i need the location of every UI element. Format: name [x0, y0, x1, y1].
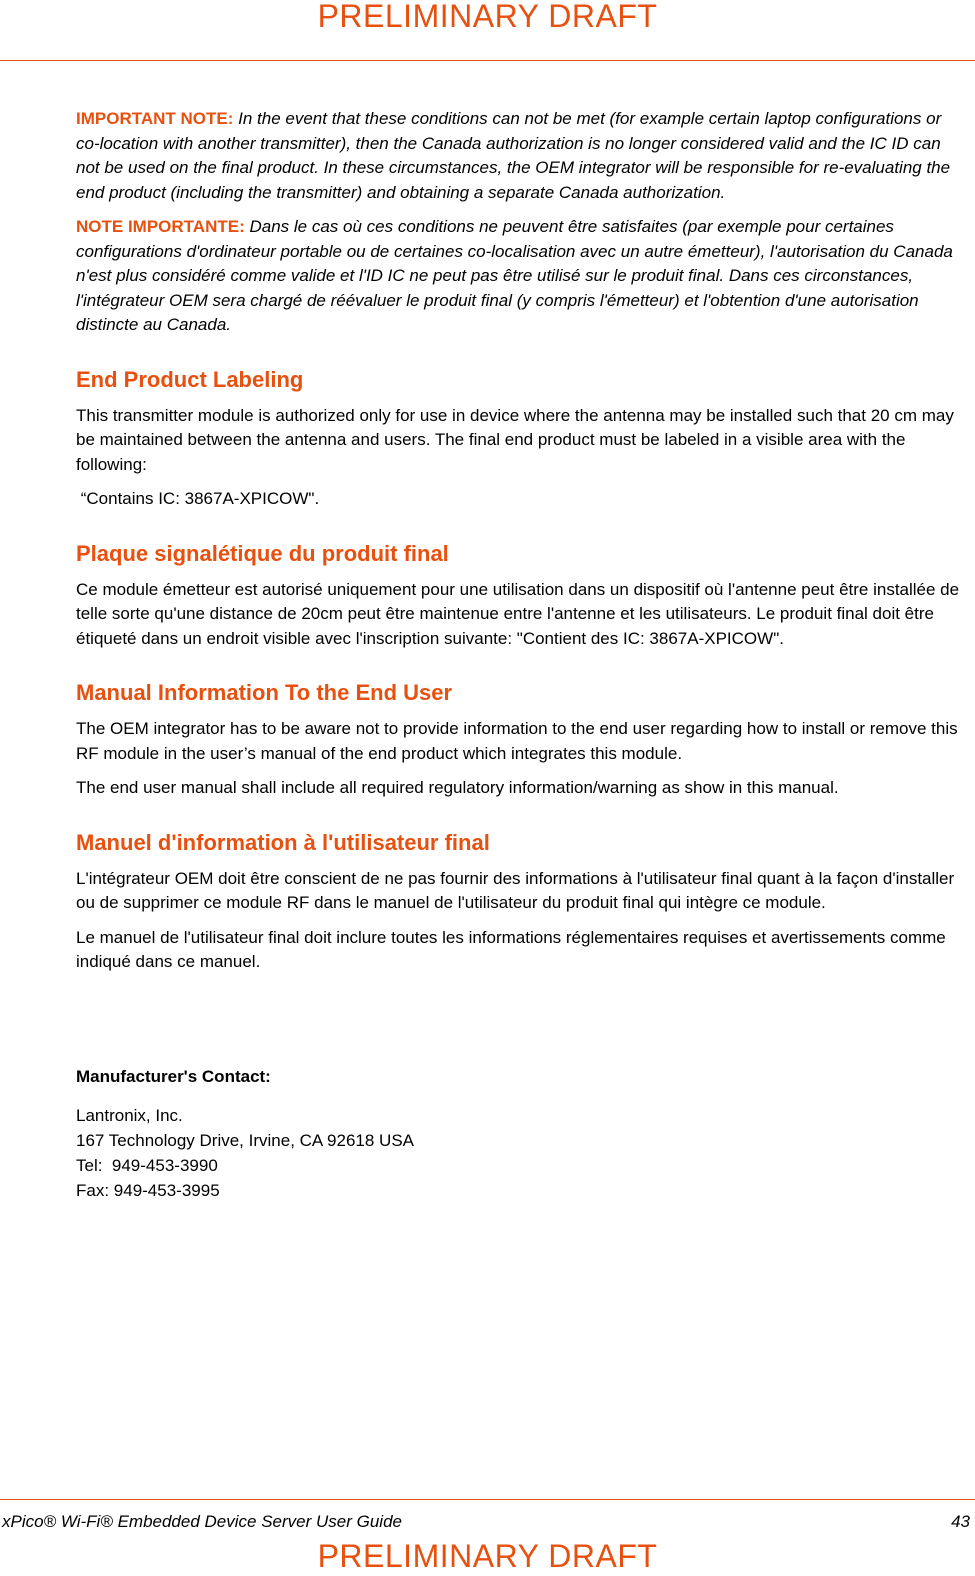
important-note-fr-body: Dans le cas où ces conditions ne peuvent être satisfaites (par exemple pour certaines configurations d'ordinateur portable ou de certaines co-localisation avec un autre émetteur), l'autorisation du Canada n'est plus considéré comme valide et l'ID IC ne peut pas être utilisé sur le produit final. Dans ces circonstances, l'intégrateur OEM sera chargé de réévaluer le produit final (y compris l'émetteur) et l'obtention d'une autorisation distincte au Canada. — [76, 217, 953, 334]
heading-manuel-information: Manuel d'information à l'utilisateur final — [76, 829, 490, 855]
manual-fr-paragraph-1: L'intégrateur OEM doit être conscient de ne pas fournir des informations à l'utilisateur final quant à la façon d'installer ou de supprimer ce module RF dans le manuel de l'utilisateur du produit final qui intègre ce module. — [76, 868, 955, 912]
important-note-en — [76, 107, 968, 205]
labeling-en-paragraph: This transmitter module is authorized only for use in device where the antenna may be installed such that 20 cm may be maintained between the antenna and users. The final end product must be labeled in a visible area with the following: — [76, 405, 954, 474]
important-note-en-body: In the event that these conditions can not be met (for example certain laptop configurations or co-location with another transmitter), then the Canada authorization is no longer considered valid and the IC ID can not be used on the final product. In these circumstances, the OEM integrator will be responsible for re-evaluating the end product (including the transmitter) and obtaining a separate Canada authorization. — [76, 109, 951, 202]
labeling-en-contains-ic: “Contains IC: 3867A-XPICOW". — [76, 489, 320, 508]
contact-address: 167 Technology Drive, Irvine, CA 92618 USA — [76, 1131, 414, 1150]
heading-end-product-labeling: End Product Labeling — [76, 366, 304, 392]
important-note-en-label: IMPORTANT NOTE: — [76, 109, 234, 128]
manufacturer-contact — [76, 1103, 968, 1203]
preliminary-draft-header: PRELIMINARY DRAFT — [317, 0, 658, 34]
spacer — [76, 985, 968, 1065]
contact-company: Lantronix, Inc. — [76, 1106, 183, 1125]
manual-fr-paragraph-2: Le manuel de l'utilisateur final doit inclure toutes les informations réglementaires requises et avertissements comme indiqué dans ce manuel. — [76, 927, 946, 971]
manual-en-paragraph-2: The end user manual shall include all required regulatory information/warning as show in this manual. — [76, 778, 839, 797]
important-note-fr — [76, 215, 968, 338]
preliminary-draft-footer: PRELIMINARY DRAFT — [317, 1538, 658, 1574]
footer-page-number: 43 — [951, 1512, 970, 1531]
heading-plaque-signaletique: Plaque signalétique du produit final — [76, 540, 449, 566]
manual-en-paragraph-1: The OEM integrator has to be aware not to provide information to the end user regarding how to install or remove this RF module in the user’s manual of the end product which integrates this module. — [76, 719, 958, 763]
header-divider — [0, 60, 975, 61]
contact-fax: Fax: 949-453-3995 — [76, 1181, 220, 1200]
contact-tel: Tel: 949-453-3990 — [76, 1156, 218, 1175]
heading-manual-information: Manual Information To the End User — [76, 680, 453, 705]
footer-document-title: xPico® Wi-Fi® Embedded Device Server User Guide — [2, 1512, 402, 1531]
footer-divider — [0, 1499, 975, 1500]
page-content — [76, 107, 968, 1203]
labeling-fr-paragraph: Ce module émetteur est autorisé uniquement pour une utilisation dans un dispositif où l'antenne peut être installée de telle sorte qu'une distance de 20cm peut être maintenue entre l'antenne et les utilisateurs. Le produit final doit être étiqueté dans un endroit visible avec l'inscription suivante: "Contient des IC: 3867A-XPICOW". — [76, 579, 960, 648]
manufacturer-contact-title: Manufacturer's Contact: — [76, 1066, 271, 1086]
important-note-fr-label: NOTE IMPORTANTE: — [76, 217, 245, 236]
